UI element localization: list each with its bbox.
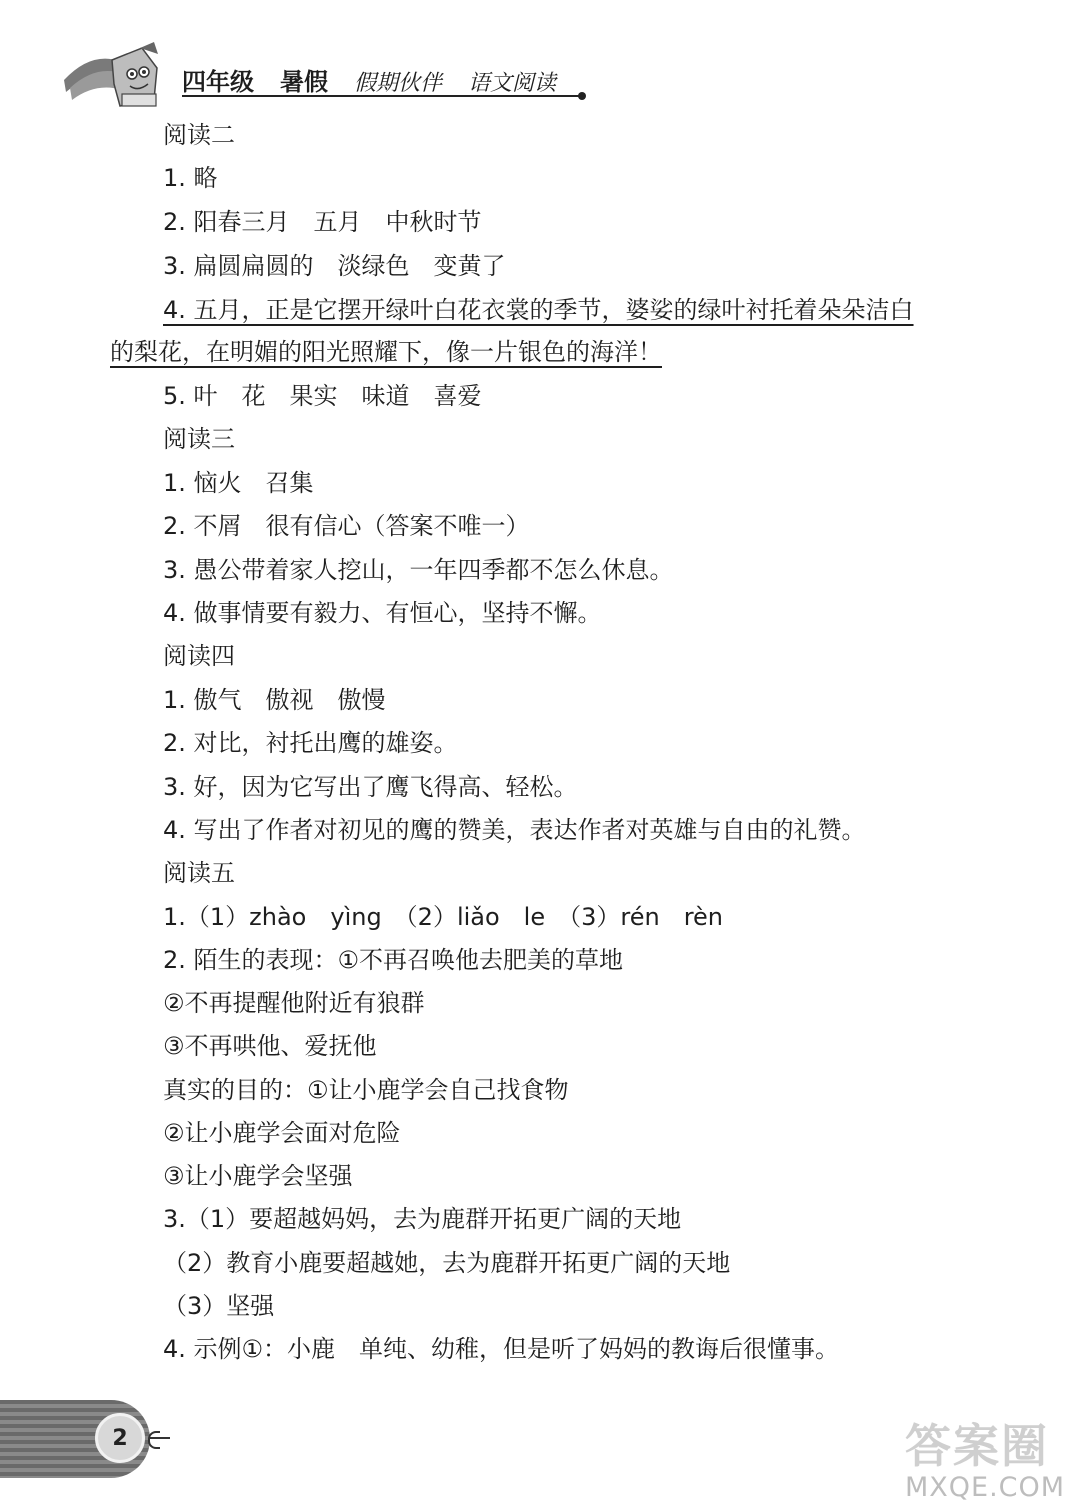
answer-line: ③让小鹿学会坚强	[163, 1162, 353, 1190]
answer-line: 5. 叶 花 果实 味道 喜爱	[163, 382, 482, 410]
answer-line: 1. 傲气 傲视 傲慢	[163, 686, 386, 714]
watermark-logo: 答案圈	[905, 1419, 1049, 1473]
section-heading-reading-3: 阅读三	[163, 425, 235, 453]
header-rule	[182, 95, 582, 97]
answer-line: 1. 略	[163, 164, 218, 192]
section-heading-reading-4: 阅读四	[163, 642, 235, 670]
header-rule-dot	[578, 92, 586, 100]
answer-line: ②不再提醒他附近有狼群	[163, 989, 425, 1017]
answer-line: 2. 对比，衬托出鹰的雄姿。	[163, 729, 458, 757]
header-subject: 语文阅读	[468, 71, 557, 96]
watermark	[905, 1410, 1075, 1505]
answer-line: 4. 示例①：小鹿 单纯、幼稚，但是听了妈妈的教诲后很懂事。	[163, 1335, 840, 1363]
book-mascot-logo-icon	[62, 40, 172, 110]
answer-line-underlined: 4. 五月，正是它摆开绿叶白花衣裳的季节，婆娑的绿叶衬托着朵朵洁白	[163, 296, 914, 324]
answer-line: 2. 不屑 很有信心（答案不唯一）	[163, 512, 530, 540]
answer-line: 2. 阳春三月 五月 中秋时节	[163, 208, 482, 236]
header-series: 假期伙伴	[354, 71, 443, 96]
header-title	[182, 62, 582, 97]
answer-line: 3. 好，因为它写出了鹰飞得高、轻松。	[163, 773, 578, 801]
answer-line-pinyin: 1.（1）zhào yìng （2）liǎo le （3）rén rèn	[163, 903, 724, 931]
footer-decor-line	[150, 1437, 170, 1439]
answer-line: 1. 恼火 召集	[163, 469, 314, 497]
answer-line-underlined: 的梨花，在明媚的阳光照耀下，像一片银色的海洋！	[110, 338, 662, 366]
header-season: 暑假	[280, 68, 328, 96]
section-heading-reading-5: 阅读五	[163, 859, 235, 887]
answer-line: 4. 写出了作者对初见的鹰的赞美，表达作者对英雄与自由的礼赞。	[163, 816, 866, 844]
section-heading-reading-2: 阅读二	[163, 121, 235, 149]
page-number: 2	[95, 1413, 145, 1463]
answer-line: 2. 陌生的表现：①不再召唤他去肥美的草地	[163, 946, 624, 974]
answer-line: （2）教育小鹿要超越她，去为鹿群开拓更广阔的天地	[163, 1249, 731, 1277]
answer-line: （3）坚强	[163, 1292, 275, 1320]
answer-line: ②让小鹿学会面对危险	[163, 1119, 401, 1147]
answer-line: 3. 愚公带着家人挖山，一年四季都不怎么休息。	[163, 556, 674, 584]
answer-line: ③不再哄他、爱抚他	[163, 1032, 377, 1060]
answer-line: 3.（1）要超越妈妈，去为鹿群开拓更广阔的天地	[163, 1205, 682, 1233]
answer-line: 3. 扁圆扁圆的 淡绿色 变黄了	[163, 252, 506, 280]
watermark-url: MXQE.COM	[905, 1472, 1066, 1503]
footer-decor-bracket	[148, 1431, 160, 1449]
header-grade: 四年级	[182, 68, 254, 96]
answer-line: 真实的目的：①让小鹿学会自己找食物	[163, 1076, 569, 1104]
answer-line: 4. 做事情要有毅力、有恒心，坚持不懈。	[163, 599, 602, 627]
page-header	[0, 0, 1080, 115]
